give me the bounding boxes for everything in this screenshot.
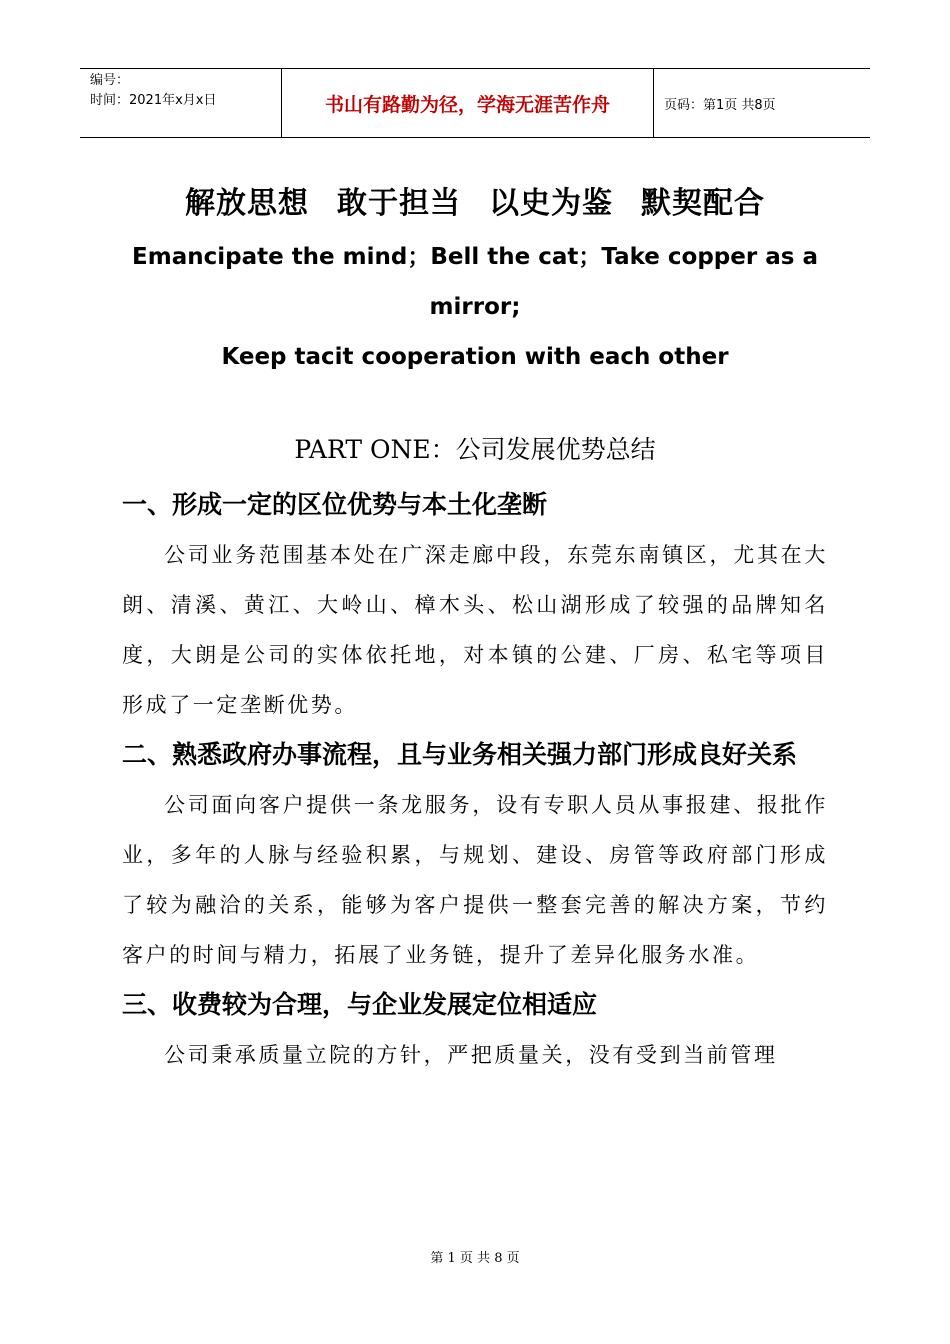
time-label: 时间：2021年x月x日 [90,93,217,108]
part-title: PART ONE：公司发展优势总结 [294,435,656,464]
section-paragraph: 公司面向客户提供一条龙服务，设有专职人员从事报建、报批作业，多年的人脉与经验积累，与规划、建设、房管等政府部门形成了较为融洽的关系，能够为客户提供一整套完善的解决方案，节约客户的时间与精力，拓展了业务链，提升了差异化服务水准。 [122,793,828,967]
title-english-line2: Keep tacit cooperation with each other [221,344,729,370]
title-part: 解放思想 [185,186,309,221]
section-heading: 一、形成一定的区位优势与本土化垄断 [122,490,548,519]
section-heading: 三、收费较为合理，与企业发展定位相适应 [122,990,598,1019]
title-english [120,232,830,382]
header-page-info: 页码：第1页 共8页 [664,97,776,113]
header-meta [80,69,282,137]
page-footer: 第 1 页 共 8 页 [430,1251,520,1266]
header-table [80,68,870,138]
title-part: 敢于担当 [337,186,461,221]
section-paragraph: 公司秉承质量立院的方针，严把质量关，没有受到当前管理 [164,1043,778,1067]
header-motto: 书山有路勤为径，学海无涯苦作舟 [282,69,654,137]
number-label: 编号： [90,73,130,88]
document-body [122,480,828,1080]
section-heading: 二、熟悉政府办事流程，且与业务相关强力部门形成良好关系 [122,740,798,769]
title-part: 以史为鉴 [489,186,613,221]
title-english-line1: Emancipate the mind；Bell the cat；Take copper as a mirror; [132,244,818,320]
title-part: 默契配合 [641,186,765,221]
title-chinese [0,178,950,222]
section-paragraph: 公司业务范围基本处在广深走廊中段，东莞东南镇区，尤其在大朗、清溪、黄江、大岭山、樟木头、松山湖形成了较强的品牌知名度，大朗是公司的实体依托地，对本镇的公建、厂房、私宅等项目形成了一定垄断优势。 [122,543,828,717]
